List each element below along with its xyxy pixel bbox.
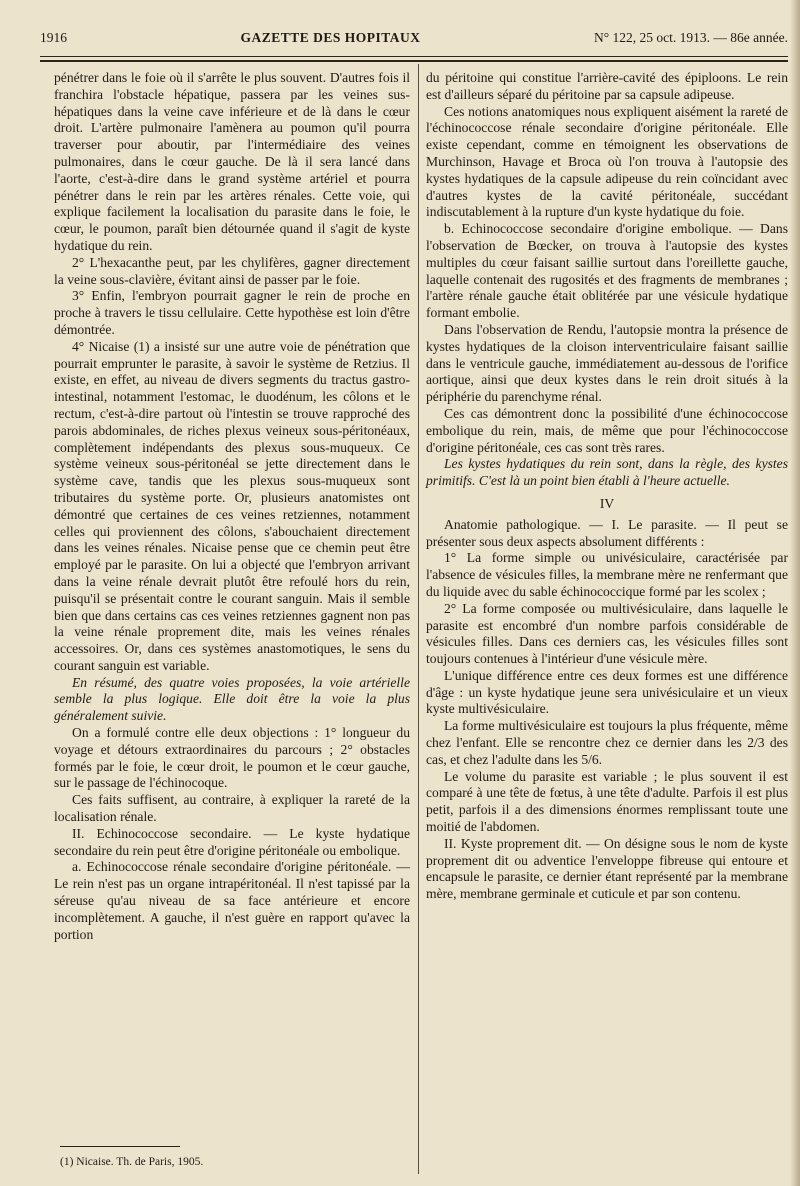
page-header xyxy=(40,30,788,52)
journal-title: GAZETTE DES HOPITAUX xyxy=(240,30,421,45)
paragraph: Ces cas démontrent donc la possibilité d'une échinococcose embolique du rein, mais, de même que pour l'échinococcose d'origine péritonéale, ces cas sont très rares. xyxy=(426,405,788,455)
paragraph: 2° L'hexacanthe peut, par les chylifères, gagner directement la veine sous-clavière, évitant ainsi de passer par le foie. xyxy=(54,254,410,287)
section-heading-paragraph: Anatomie pathologique. — I. Le parasite. — Il peut se présenter sous deux aspects absolument différents : xyxy=(426,516,788,549)
paragraph: du péritoine qui constitue l'arrière-cavité des épiploons. Le rein est d'ailleurs séparé du péritoine par sa capsule adipeuse. xyxy=(426,70,788,102)
paragraph: Le volume du parasite est variable ; le plus souvent il est comparé à une tête de fœtus, à une tête d'adulte. Parfois il est plus petit, parfois il a des dimensions énormes remplissant toute une moitié de l'abdomen. xyxy=(426,768,788,835)
paragraph: b. Echinococcose secondaire d'origine embolique. — Dans l'observation de Bœcker, on trouva à l'autopsie des kystes multiples du cœur faisant saillie surtout dans l'oreillette gauche, laquelle contenait des rugosités et des fragments de membranes ; l'artère rénale gauche était oblitérée par une vésicule hydatique formant embolie. xyxy=(426,221,788,321)
paragraph: Ces faits suffisent, au contraire, à expliquer la rareté de la localisation rénale. xyxy=(54,792,410,825)
paragraph: L'unique différence entre ces deux formes est une différence d'âge : un kyste hydatique jeune sera univésiculaire et un vieux kyste multivésiculaire. xyxy=(426,667,788,717)
paragraph: 3° Enfin, l'embryon pourrait gagner le rein de proche en proche à travers le tissu cellulaire. Cette hypothèse est loin d'être démontrée. xyxy=(54,288,410,337)
paragraph-italic: Les kystes hydatiques du rein sont, dans la règle, des kystes primitifs. C'est là un point bien établi à l'heure actuelle. xyxy=(426,456,788,489)
left-column xyxy=(54,70,410,943)
footnote-rule xyxy=(60,1146,180,1147)
paragraph: 1° La forme simple ou univésiculaire, caractérisée par l'absence de vésicules filles, la membrane mère ne renfermant que du liquide avec du sable échinococcique formé par les scolex ; xyxy=(426,550,788,599)
section-number: IV xyxy=(599,495,615,511)
paragraph: Dans l'observation de Rendu, l'autopsie montra la présence de kystes hydatiques de la cloison interventriculaire faisant saillie dans le ventricule gauche, immédiatement au-dessous de l'orifice aortique, ainsi que deux kystes dans le rein droit situés à la périphérie du parenchyme rénal. xyxy=(426,321,788,405)
paragraph: 4° Nicaise (1) a insisté sur une autre voie de pénétration que pourrait emprunter le parasite, à savoir le système de Retzius. Il existe, en effet, au niveau de divers segments du tractus gastro-intestinal, notamment l'estomac, le duodénum, les côlons et le rectum, c'est-à-dire partout où l'intestin se trouve rapproché des parois abdominales, de riches plexus veineux sous-péritonéaux, complètement indépendants des plexus sous-muqueux. Ce système veineux sous-péritonéal se jette directement dans le système cave, tandis que les plexus sous-muqueux sont tributaires du système porte. Or, plusieurs anatomistes ont démontré que certaines de ces veines retziennes, notamment celles qui proviennent des côlons, s'abouchaient directement dans les veines rénales. Nicaise pense que ce chemin peut être employé par le parasite. On lui a objecté que l'embryon arrivant dans la veine rénale devrait plutôt être refoulé hors du rein, puisqu'il se présentait contre le courant sanguin. Mais il semble bien que dans certains cas ces veines retziennes gagnent non pas la veine rénale proprement dite, mais les veines rénales accessoires. Or, dans ces systèmes anastomotiques, le sens du courant sanguin est variable. xyxy=(54,338,410,673)
paragraph: II. Echinococcose secondaire. — Le kyste hydatique secondaire du rein peut être d'origine péritonéale ou embolique. xyxy=(54,825,410,858)
paragraph: pénétrer dans le foie où il s'arrête le plus souvent. D'autres fois il franchira l'obstacle hépatique, passera par les veines sus-hépatiques dans la veine cave inférieure et de là dans le cœur droit. L'artère pulmonaire l'amènera au poumon qu'il pourra traverser pour aboutir, par l'intermédiaire des veines pulmonaires, dans le cœur gauche. De là il sera lancé dans l'aorte, c'est-à-dire dans le grand système artériel et pourra pénétrer dans le rein par les artères rénales. Cette voie, qui explique facilement la localisation du parasite dans le foie, le cœur, le poumon, paraît bien détournée quand il s'agit de kyste hydatique du rein. xyxy=(54,70,410,253)
paragraph: 2° La forme composée ou multivésiculaire, dans laquelle le parasite est encombré d'un nombre parfois considérable de vésicules filles. Dans ces derniers cas, les vésicules filles sont toujours contenues à l'intérieur d'une vésicule mère. xyxy=(426,600,788,667)
column-divider xyxy=(418,64,419,1174)
footnote: (1) Nicaise. Th. de Paris, 1905. xyxy=(60,1156,204,1168)
header-rule-thick xyxy=(40,60,788,62)
page-number: 1916 xyxy=(40,30,67,45)
paragraph: a. Echinococcose rénale secondaire d'origine péritonéale. — Le rein n'est pas un organe intrapéritonéal. Il n'est tapissé par la séreuse qu'au niveau de sa face antérieure et encore incomplètement. A gauche, il n'est guère en rapport qu'avec la portion xyxy=(54,859,410,942)
paragraph: La forme multivésiculaire est toujours la plus fréquente, même chez l'enfant. Elle se rencontre chez ce dernier dans les 2/3 des cas, et chez l'adulte dans les 5/6. xyxy=(426,718,788,767)
paragraph: On a formulé contre elle deux objections : 1° longueur du voyage et détours extraordinaires du parcours ; 2° obstacles formés par le foie, le cœur droit, le poumon et le cœur gauche, sur le passage de l'échinocoque. xyxy=(54,725,410,791)
page-edge-shadow xyxy=(790,0,800,1186)
issue-info: N° 122, 25 oct. 1913. — 86e année. xyxy=(594,30,788,45)
right-column xyxy=(426,70,788,903)
paragraph: II. Kyste proprement dit. — On désigne sous le nom de kyste proprement dit ou adventice l'enveloppe fibreuse qui entoure et encapsule le parasite, ce dernier étant représenté par la membrane mère, membrane germinale et cuticule et par son contenu. xyxy=(426,835,788,902)
paragraph-italic: En résumé, des quatre voies proposées, la voie artérielle semble la plus logique. Elle doit être la voie la plus généralement suivie. xyxy=(54,674,410,724)
paragraph: Ces notions anatomiques nous expliquent aisément la rareté de l'échinococcose rénale secondaire d'origine péritonéale. Elle existe cependant, comme en témoignent les observations de Murchinson, Havage et Broca où l'on trouva à l'autopsie des kystes hydatiques de la capsule adipeuse du rein coïncidant avec d'autres kystes de la cavité péritonéale, succédant indiscutablement à la rupture d'un kyste hydatique du foie. xyxy=(426,103,788,220)
header-rule xyxy=(40,56,788,57)
